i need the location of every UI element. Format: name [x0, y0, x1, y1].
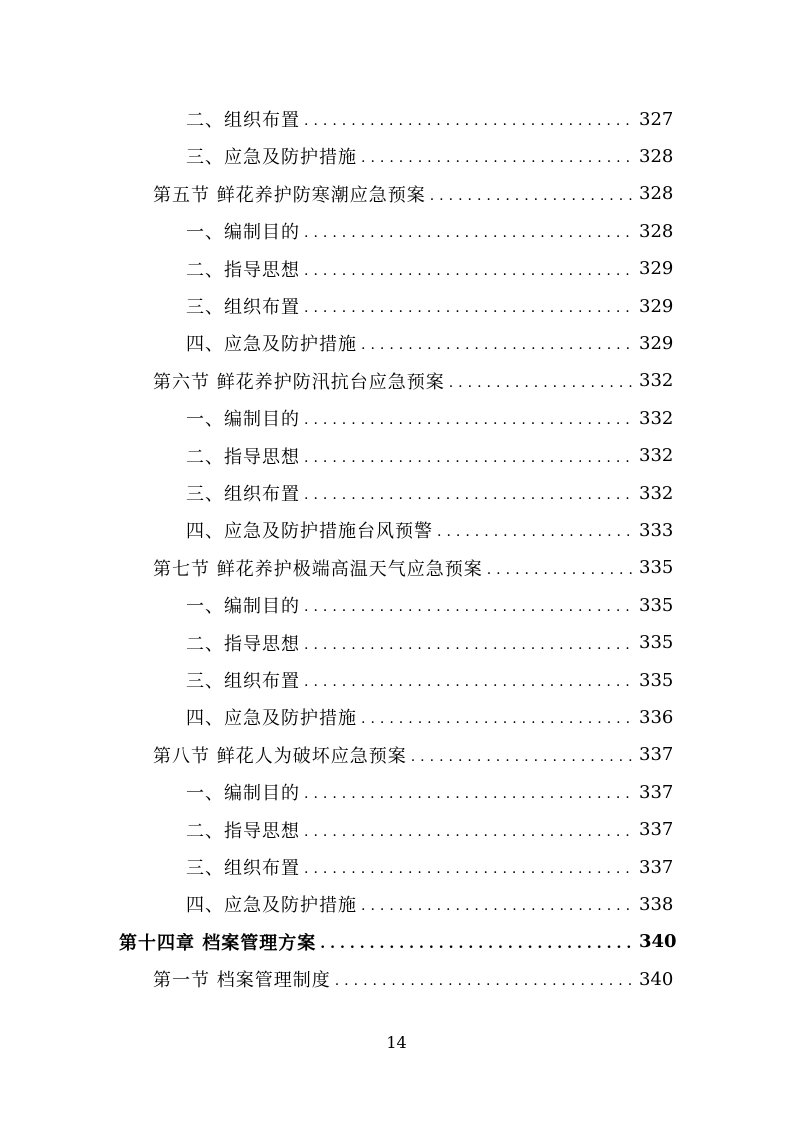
- toc-entry-page: 332: [639, 370, 674, 392]
- toc-entry-item[interactable]: [186, 138, 673, 175]
- toc-entry-page: 337: [639, 744, 674, 766]
- toc-entry-title: 三、应急及防护措施: [186, 147, 357, 169]
- toc-dot-leader: [487, 563, 633, 577]
- toc-entry-page: 332: [639, 482, 674, 504]
- toc-entry-page: 328: [639, 145, 674, 167]
- toc-entry-page: 328: [639, 183, 674, 205]
- toc-entry-title: 二、指导思想: [186, 820, 300, 842]
- toc-entry-title: 三、组织布置: [186, 484, 300, 505]
- toc-entry-title: 第七节 鲜花养护极端高温天气应急预案: [153, 558, 483, 580]
- toc-dot-leader: [430, 189, 633, 203]
- toc-entry-item[interactable]: [186, 437, 673, 474]
- toc-entry-item[interactable]: [186, 849, 673, 886]
- toc-entry-section[interactable]: [153, 961, 673, 998]
- toc-entry-item[interactable]: [186, 101, 673, 138]
- toc-dot-leader: [304, 862, 633, 876]
- toc-entry-title: 第五节 鲜花养护防寒潮应急预案: [153, 184, 426, 206]
- toc-dot-leader: [304, 488, 633, 502]
- toc-entry-page: 337: [639, 819, 674, 841]
- toc-dot-leader: [304, 675, 633, 689]
- toc-dot-leader: [304, 638, 633, 652]
- toc-entry-page: 338: [639, 893, 674, 915]
- toc-entry-title: 四、应急及防护措施台风预警: [186, 521, 433, 543]
- toc-entry-page: 329: [639, 258, 674, 280]
- toc-dot-leader: [304, 413, 633, 427]
- toc-entry-page: 335: [639, 594, 674, 616]
- toc-entry-item[interactable]: [186, 587, 673, 624]
- toc-entry-title: 一、编制目的: [186, 596, 300, 618]
- toc-entry-section[interactable]: [153, 736, 673, 773]
- toc-dot-leader: [304, 301, 633, 315]
- toc-dot-leader: [304, 114, 633, 128]
- toc-dot-leader: [304, 451, 633, 465]
- toc-entry-title: 三、组织布置: [186, 297, 300, 318]
- toc-entry-page: 337: [639, 781, 674, 803]
- toc-entry-page: 335: [639, 632, 674, 654]
- toc-entry-item[interactable]: [186, 288, 673, 325]
- toc-dot-leader: [304, 787, 633, 801]
- toc-entry-item[interactable]: [186, 699, 673, 736]
- toc-entry-title: 三、组织布置: [186, 858, 300, 879]
- page-number: 14: [386, 1033, 407, 1052]
- toc-dot-leader: [304, 226, 633, 240]
- toc-dot-leader: [361, 712, 633, 726]
- toc-entry-title: 一、编制目的: [186, 409, 300, 431]
- toc-entry-title: 二、组织布置: [186, 110, 300, 131]
- toc-entry-section[interactable]: [153, 362, 673, 399]
- toc-dot-leader: [411, 750, 633, 764]
- toc-entry-page: 335: [639, 669, 674, 691]
- toc-dot-leader: [320, 937, 633, 951]
- toc-entry-title: 第十四章 档案管理方案: [119, 932, 317, 954]
- toc-entry-title: 四、应急及防护措施: [186, 895, 357, 917]
- toc-entry-page: 332: [639, 445, 674, 467]
- toc-entry-title: 四、应急及防护措施: [186, 334, 357, 356]
- toc-entry-page: 337: [639, 856, 674, 878]
- toc-dot-leader: [449, 376, 633, 390]
- toc-entry-title: 四、应急及防护措施: [186, 708, 357, 730]
- toc-entry-title: 第一节 档案管理制度: [153, 970, 331, 992]
- toc-entry-item[interactable]: [186, 811, 673, 848]
- toc-entry-page: 333: [639, 519, 674, 541]
- toc-entry-page: 332: [639, 407, 674, 429]
- toc-entry-page: 335: [639, 557, 674, 579]
- toc-entry-page: 340: [639, 968, 674, 990]
- toc-entry-item[interactable]: [186, 886, 673, 923]
- toc-entry-page: 336: [639, 706, 674, 728]
- toc-entry-title: 第六节 鲜花养护防汛抗台应急预案: [153, 371, 445, 393]
- toc-dot-leader: [335, 974, 633, 988]
- toc-entry-title: 第八节 鲜花人为破坏应急预案: [153, 745, 407, 767]
- toc-entry-item[interactable]: [186, 325, 673, 362]
- toc-entry-title: 二、指导思想: [186, 259, 300, 281]
- toc-dot-leader: [361, 338, 633, 352]
- toc-entry-title: 二、指导思想: [186, 633, 300, 655]
- toc-dot-leader: [361, 899, 633, 913]
- toc-entry-item[interactable]: [186, 250, 673, 287]
- toc-entry-item[interactable]: [186, 512, 673, 549]
- toc-entry-page: 340: [639, 931, 677, 953]
- toc-entry-item[interactable]: [186, 213, 673, 250]
- toc-entry-title: 三、组织布置: [186, 671, 300, 692]
- toc-entry-title: 一、编制目的: [186, 783, 300, 805]
- toc-entry-page: 329: [639, 332, 674, 354]
- toc-dot-leader: [304, 825, 633, 839]
- toc-entry-page: 328: [639, 220, 674, 242]
- toc-entry-title: 二、指导思想: [186, 446, 300, 468]
- toc-entry-item[interactable]: [186, 624, 673, 661]
- toc-entry-item[interactable]: [186, 774, 673, 811]
- toc-entry-page: 329: [639, 295, 674, 317]
- toc-dot-leader: [304, 600, 633, 614]
- toc-entry-title: 一、编制目的: [186, 222, 300, 244]
- toc-dot-leader: [437, 525, 633, 539]
- toc-entry-section[interactable]: [153, 175, 673, 212]
- toc-entry-section[interactable]: [153, 549, 673, 586]
- toc-entry-chapter[interactable]: [119, 923, 677, 960]
- toc-entry-item[interactable]: [186, 400, 673, 437]
- toc-entry-item[interactable]: [186, 475, 673, 512]
- toc-entry-page: 327: [639, 108, 674, 130]
- toc-entry-item[interactable]: [186, 662, 673, 699]
- toc-dot-leader: [361, 151, 633, 165]
- toc-dot-leader: [304, 264, 633, 278]
